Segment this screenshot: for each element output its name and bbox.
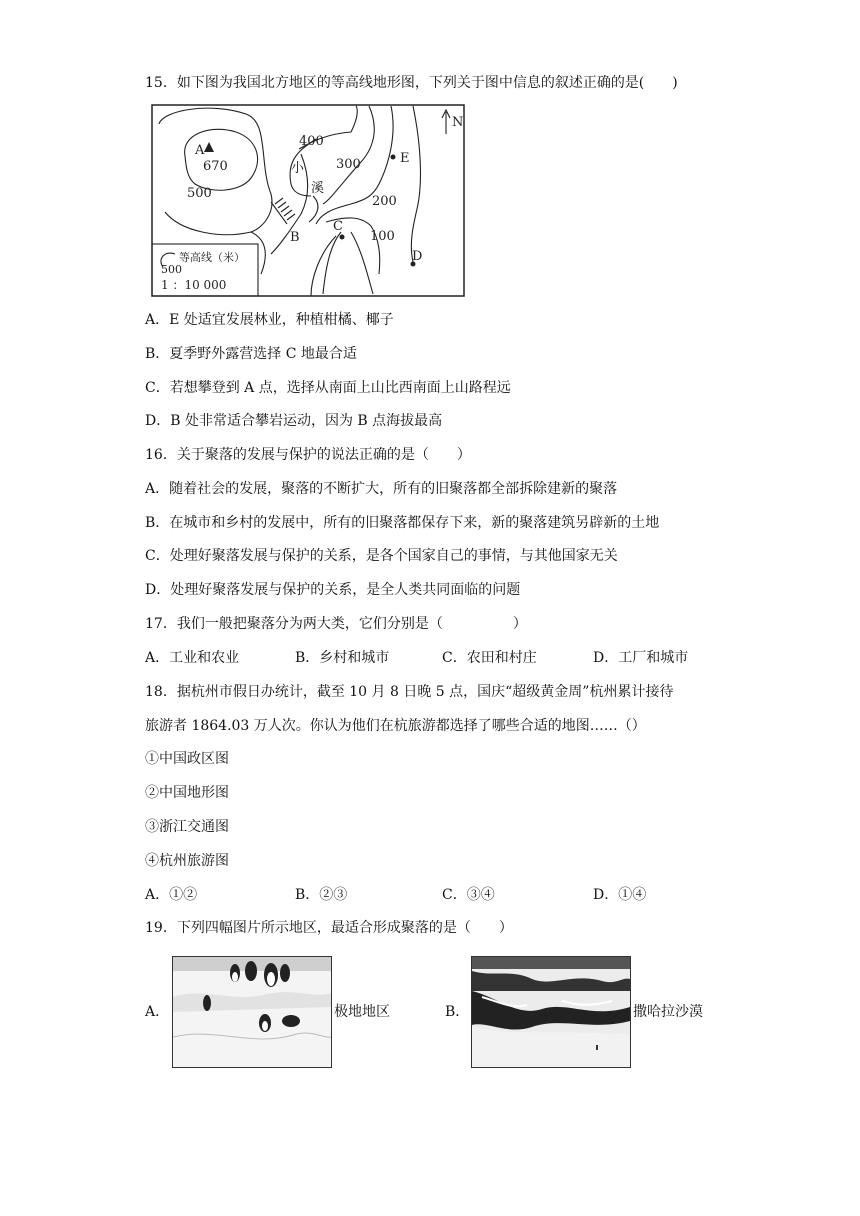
q18-option-c: C．③④: [442, 887, 495, 903]
peak-elevation-label: 670: [203, 159, 228, 174]
q18-item-3: ③浙江交通图: [145, 819, 229, 835]
point-c-label: C: [333, 219, 343, 234]
q19-pic-b-caption: 撒哈拉沙漠: [633, 1004, 703, 1020]
q17-option-b: B．乡村和城市: [295, 650, 390, 666]
legend-text: 等高线（米）: [179, 251, 245, 264]
q18-item-4: ④杭州旅游图: [145, 853, 229, 869]
q18-stem-line2: 旅游者 1864.03 万人次。你认为他们在杭旅游都选择了哪些合适的地图……（）: [145, 718, 646, 734]
scale-text: 1 ：10 000: [161, 278, 227, 292]
q18-option-a: A．①②: [145, 887, 198, 903]
contour-label-200: 200: [372, 194, 397, 209]
q19-pic-a-letter: A．: [145, 1004, 170, 1020]
stream-char-1: 小: [291, 161, 305, 176]
desert-photo: [471, 956, 631, 1068]
contour-label-300: 300: [336, 157, 361, 172]
q15-option-d: D．B 处非常适合攀岩运动，因为 B 点海拔最高: [145, 413, 443, 429]
q15-option-c: C．若想攀登到 A 点，选择从南面上山比西南面上山路程远: [145, 380, 511, 396]
contour-map: [151, 104, 465, 297]
q16-option-a: A．随着社会的发展，聚落的不断扩大，所有的旧聚落都全部拆除建新的聚落: [145, 481, 618, 497]
q18-option-b: B．②③: [295, 887, 348, 903]
q18-stem-line1: 18．据杭州市假日办统计，截至 10 月 8 日晚 5 点，国庆“超级黄金周”杭州累计接待: [145, 684, 674, 700]
stream-char-2: 溪: [311, 181, 325, 196]
q17-option-d: D．工厂和城市: [593, 650, 689, 666]
contour-label-100: 100: [370, 229, 395, 244]
q17-option-a: A．工业和农业: [145, 650, 240, 666]
q16-option-b: B．在城市和乡村的发展中，所有的旧聚落都保存下来，新的聚落建筑另辟新的土地: [145, 515, 660, 531]
q18-item-2: ②中国地形图: [145, 785, 229, 801]
contour-label-400: 400: [299, 134, 324, 149]
q16-option-c: C．处理好聚落发展与保护的关系，是各个国家自己的事情，与其他国家无关: [145, 548, 618, 564]
point-d-label: D: [412, 249, 423, 264]
q18-options: [145, 885, 745, 905]
point-a-label: A: [195, 143, 205, 158]
penguins-photo: [172, 956, 332, 1068]
point-e-label: E: [400, 151, 410, 166]
contour-label-500: 500: [187, 186, 212, 201]
legend-value: 500: [161, 263, 182, 276]
q18-item-1: ①中国政区图: [145, 751, 229, 767]
q17-options: [145, 648, 745, 668]
q16-stem: 16．关于聚落的发展与保护的说法正确的是（ ）: [145, 447, 471, 463]
q17-option-c: C．农田和村庄: [442, 650, 537, 666]
q15-option-b: B．夏季野外露营选择 C 地最合适: [145, 346, 357, 362]
north-label: N: [452, 115, 464, 130]
q15-option-a: A．E 处适宜发展林业，种植柑橘、椰子: [145, 312, 394, 328]
q19-pic-a-caption: 极地地区: [334, 1004, 390, 1020]
q17-stem: 17．我们一般把聚落分为两大类，它们分别是（ ）: [145, 616, 527, 632]
q15-stem: 15．如下图为我国北方地区的等高线地形图，下列关于图中信息的叙述正确的是( ): [145, 75, 678, 91]
q19-stem: 19．下列四幅图片所示地区，最适合形成聚落的是（ ）: [145, 920, 513, 936]
q18-option-d: D．①④: [593, 887, 647, 903]
q19-pic-b-letter: B．: [445, 1004, 470, 1020]
point-b-label: B: [290, 230, 300, 245]
q16-option-d: D．处理好聚落发展与保护的关系，是全人类共同面临的问题: [145, 582, 521, 598]
